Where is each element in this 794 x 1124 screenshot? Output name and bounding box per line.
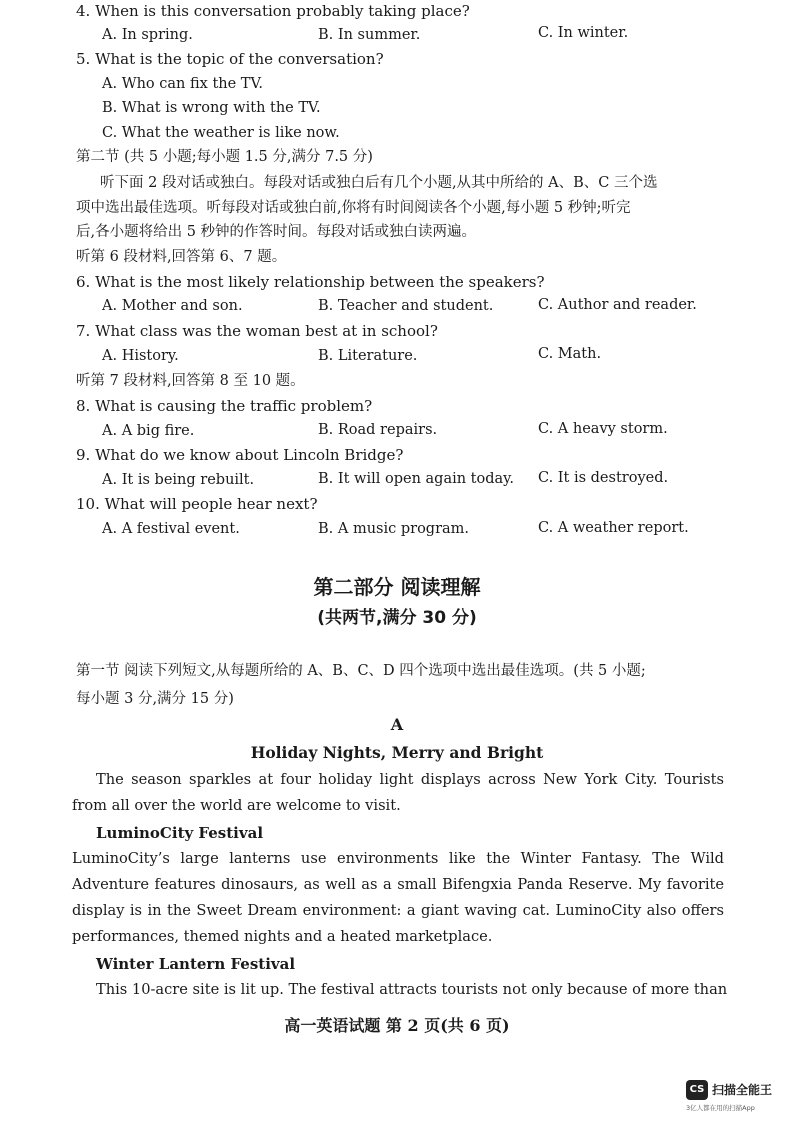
camscanner-logo-icon: CS — [686, 1080, 708, 1100]
q6-option-a: A. Mother and son. — [102, 298, 243, 314]
question-9: 9. What do we know about Lincoln Bridge? — [76, 446, 404, 464]
section-2-heading: 第二节 (共 5 小题;每小题 1.5 分,满分 7.5 分) — [76, 149, 373, 165]
group-1-label: 听第 6 段材料,回答第 6、7 题。 — [76, 249, 287, 265]
luminocity-paragraph: LuminoCity’s large lanterns use environments like the Winter Fantasy. The Wild Adventure features dinosaurs, as well as a small Bifengxia Panda Reserve. My favorite display is in the Sweet Dream environment: a giant waving cat. LuminoCity also offers performances, themed nights and a heated marketplace. — [72, 850, 724, 945]
passage-title: Holiday Nights, Merry and Bright — [250, 743, 544, 762]
question-5: 5. What is the topic of the conversation? — [76, 50, 384, 68]
section-2-instruction-line2: 项中选出最佳选项。听每段对话或独白前,你将有时间阅读各个小题,每小题 5 秒钟;听完 — [76, 200, 631, 216]
passage-letter: A — [390, 715, 404, 734]
section-heading-luminocity: LuminoCity Festival — [96, 824, 264, 842]
passage-intro: The season sparkles at four holiday light displays across New York City. Tourists from all over the world are welcome to visit. — [72, 771, 724, 814]
q7-option-a: A. History. — [102, 348, 179, 364]
q6-option-b: B. Teacher and student. — [318, 298, 494, 314]
section-2-instruction-line1: 听下面 2 段对话或独白。每段对话或独白后有几个小题,从其中所给的 A、B、C 三个选 — [100, 175, 658, 191]
q10-option-b: B. A music program. — [318, 521, 470, 537]
q4-option-a: A. In spring. — [102, 27, 193, 43]
q10-option-c: C. A weather report. — [538, 520, 689, 536]
q7-option-b: B. Literature. — [318, 348, 418, 364]
part-2-subtitle: (共两节,满分 30 分) — [317, 608, 477, 628]
q8-option-c: C. A heavy storm. — [538, 421, 668, 437]
q10-option-a: A. A festival event. — [102, 521, 240, 537]
group-2-label: 听第 7 段材料,回答第 8 至 10 题。 — [76, 373, 305, 389]
question-4: 4. When is this conversation probably taking place? — [76, 2, 470, 20]
reading-instruction-line2: 每小题 3 分,满分 15 分) — [76, 691, 234, 707]
watermark-tagline: 3亿人都在用的扫描App — [686, 1104, 755, 1112]
q8-option-a: A. A big fire. — [102, 423, 195, 439]
q9-option-a: A. It is being rebuilt. — [102, 472, 255, 488]
q5-option-b: B. What is wrong with the TV. — [102, 100, 321, 116]
q4-option-c: C. In winter. — [538, 25, 629, 41]
q5-option-c: C. What the weather is like now. — [102, 125, 340, 141]
question-6: 6. What is the most likely relationship between the speakers? — [76, 273, 545, 291]
part-2-title: 第二部分 阅读理解 — [313, 575, 481, 599]
q5-option-a: A. Who can fix the TV. — [102, 76, 264, 92]
q7-option-c: C. Math. — [538, 346, 602, 362]
watermark-app-name: 扫描全能王 — [712, 1083, 773, 1097]
section-2-instruction-line3: 后,各小题将给出 5 秒钟的作答时间。每段对话或独白读两遍。 — [76, 224, 477, 240]
q4-option-b: B. In summer. — [318, 27, 421, 43]
q6-option-c: C. Author and reader. — [538, 297, 697, 313]
question-7: 7. What class was the woman best at in school? — [76, 322, 438, 340]
winter-lantern-paragraph: This 10-acre site is lit up. The festival attracts tourists not only because of more than — [96, 981, 728, 998]
section-heading-winter-lantern: Winter Lantern Festival — [96, 955, 296, 973]
question-8: 8. What is causing the traffic problem? — [76, 397, 373, 415]
scanner-watermark — [686, 1078, 790, 1118]
q9-option-b: B. It will open again today. — [318, 471, 515, 487]
page-footer: 高一英语试题 第 2 页(共 6 页) — [284, 1016, 510, 1035]
question-10: 10. What will people hear next? — [76, 495, 318, 513]
q8-option-b: B. Road repairs. — [318, 422, 438, 438]
q9-option-c: C. It is destroyed. — [538, 470, 669, 486]
reading-instruction-line1: 第一节 阅读下列短文,从每题所给的 A、B、C、D 四个选项中选出最佳选项。(共 5 小题; — [76, 663, 646, 679]
